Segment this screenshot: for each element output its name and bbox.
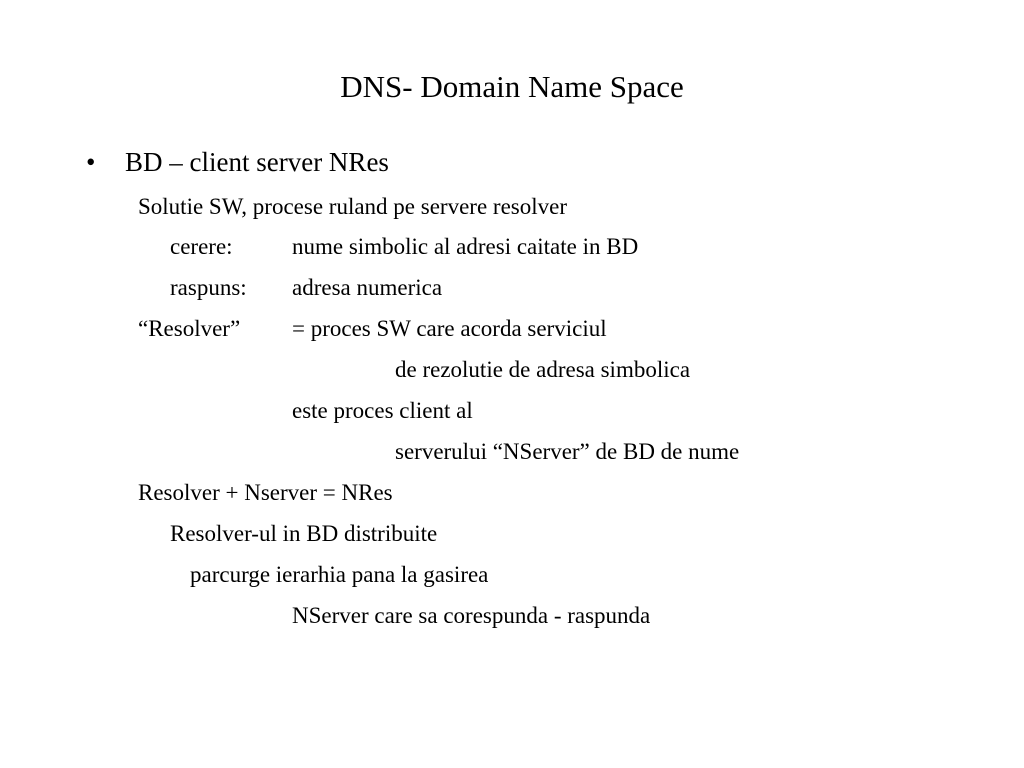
cerere-label: cerere: [170, 234, 233, 259]
slide-title: DNS- Domain Name Space [340, 69, 684, 104]
cerere-text: nume simbolic al adresi caitate in BD [292, 234, 639, 259]
distrib-line: Resolver-ul in BD distribuite [170, 521, 438, 546]
equation-line: Resolver + Nserver = NRes [138, 480, 393, 505]
parcurge-line: parcurge ierarhia pana la gasirea [190, 562, 489, 587]
resolver-definition: = proces SW care acorda serviciul [292, 316, 607, 341]
nserver-line: NServer care sa corespunda - raspunda [292, 603, 651, 628]
resolver-definition-cont: de rezolutie de adresa simbolica [395, 357, 691, 382]
bullet-heading: BD – client server NRes [125, 147, 389, 177]
raspuns-label: raspuns: [170, 275, 247, 300]
line-solutie: Solutie SW, procese ruland pe servere resolver [138, 194, 567, 219]
bullet-marker: • [86, 147, 96, 177]
client-line: este proces client al [292, 398, 473, 423]
raspuns-text: adresa numerica [292, 275, 443, 300]
client-line-cont: serverului “NServer” de BD de nume [395, 439, 740, 464]
resolver-label: “Resolver” [138, 316, 241, 341]
